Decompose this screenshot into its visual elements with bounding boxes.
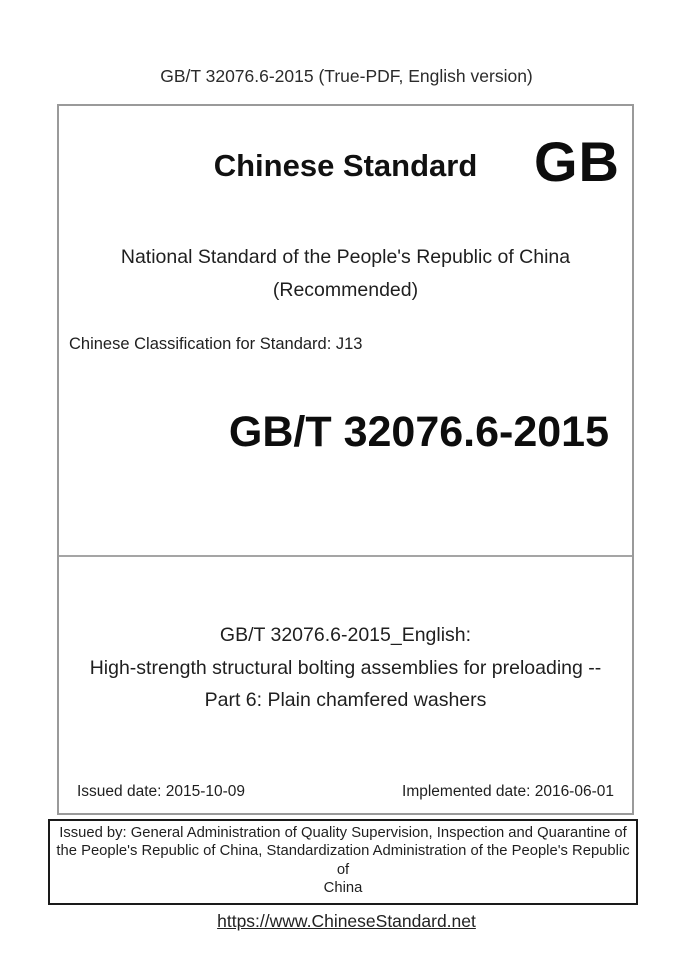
classification-line: Chinese Classification for Standard: J13: [69, 335, 363, 353]
cover-box: [57, 104, 634, 815]
issued-by-line-1: Issued by: General Administration of Quality Supervision, Inspection and Quarantine of: [59, 825, 627, 841]
cover-top-section: [59, 106, 632, 555]
issued-by-line-3: China: [323, 879, 363, 896]
standard-number: GB/T 32076.6-2015: [228, 408, 609, 456]
english-title-line-2: High-strength structural bolting assemblies for preloading --: [89, 656, 602, 679]
issued-date: Issued date: 2015-10-09: [77, 782, 246, 800]
implemented-date: Implemented date: 2016-06-01: [402, 782, 614, 800]
page-header-title: GB/T 32076.6-2015 (True-PDF, English version): [160, 66, 533, 86]
website-link[interactable]: https://www.ChineseStandard.net: [217, 911, 476, 932]
english-title-block: [59, 619, 632, 717]
english-title-line-3: Part 6: Plain chamfered washers: [204, 689, 487, 711]
issued-by-line-2: the People's Republic of China, Standardization Administration of the People's Republic of: [56, 843, 630, 878]
national-standard-line: National Standard of the People's Republic of China: [120, 246, 571, 268]
footer-link-row: [0, 909, 693, 933]
english-title-line-1: GB/T 32076.6-2015_English:: [219, 624, 472, 646]
cover-bottom-section: [59, 555, 632, 813]
recommended-line: (Recommended): [272, 279, 419, 301]
issued-by-box: [48, 819, 638, 905]
dates-row: [59, 782, 632, 802]
national-standard-block: [59, 241, 632, 307]
gb-logo: GB: [534, 130, 620, 193]
brand-title: Chinese Standard: [213, 148, 478, 183]
